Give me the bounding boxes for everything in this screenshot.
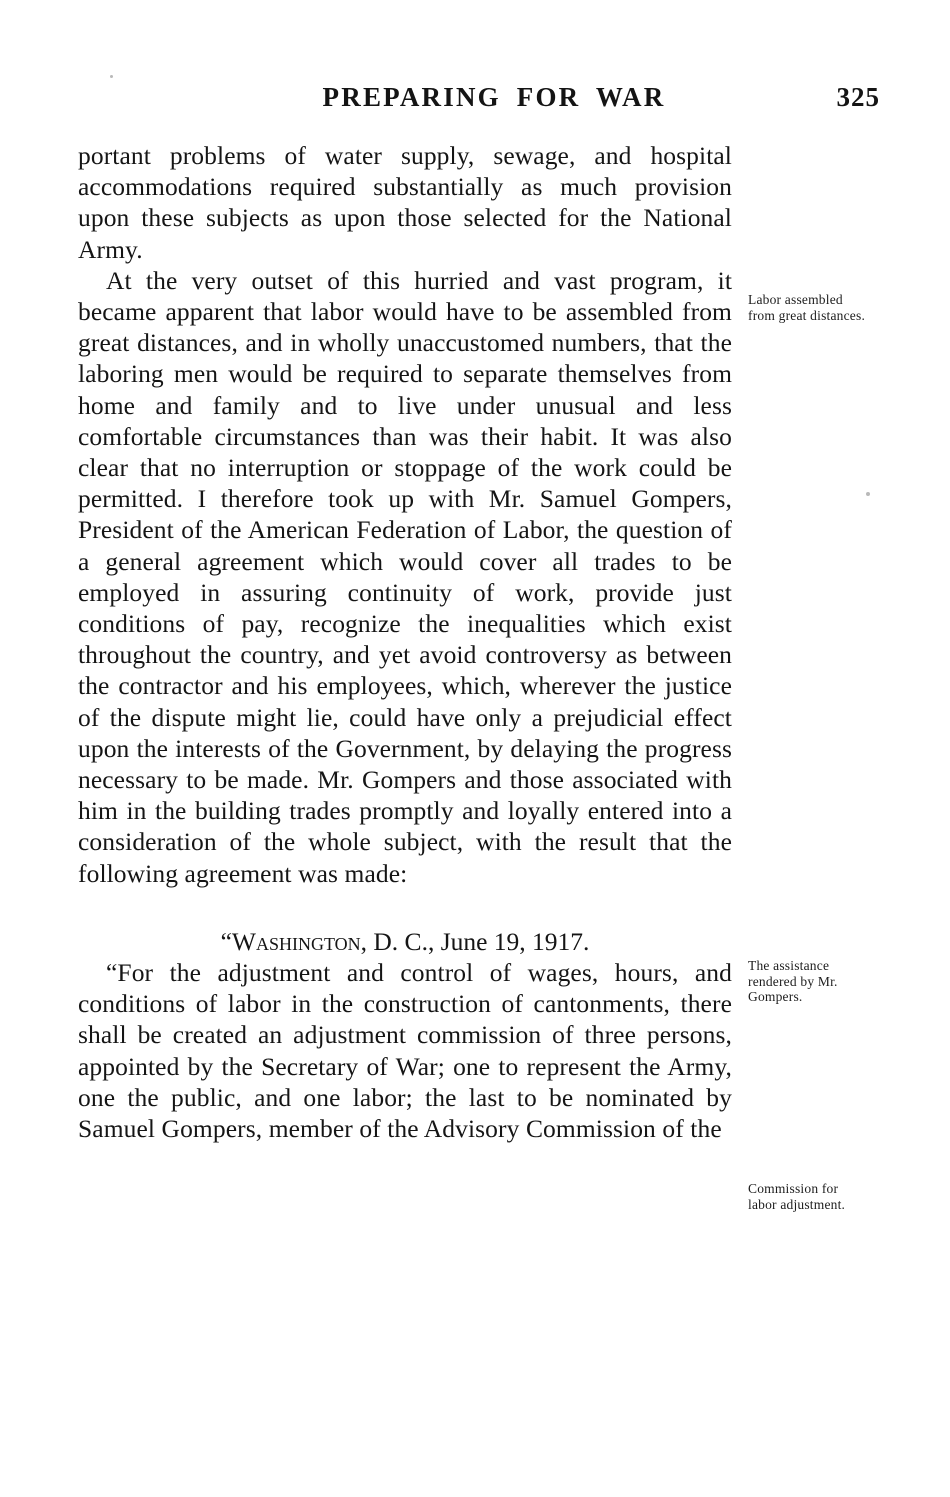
dateline-city: Washington <box>231 926 361 956</box>
text-column <box>78 140 732 1144</box>
sidenote-labor-commission: Commission for labor adjustment. <box>748 1181 846 1212</box>
page-title: PREPARING FOR WAR <box>322 82 666 112</box>
quote-open-mark: “ <box>220 926 232 956</box>
sidenote-labor-assembled: Labor assembled from great distances. <box>748 292 866 323</box>
sidenote-gompers-assistance: The assistance rendered by Mr. Gompers. <box>748 958 838 1005</box>
quotation-dateline <box>78 926 732 957</box>
paragraph-agreement-text: “For the adjustment and control of wages, hours, and conditions of labor in the construction of cantonments, there shall be created an adjustment commission of three persons, appointed by the Secretary of War; one to represent the Army, one the public, and one labor; the last to be nominated by Samuel Gompers, member of the Advisory Commission of the <box>78 958 732 1144</box>
scan-speck <box>110 75 113 78</box>
scan-speck <box>866 492 870 496</box>
running-head <box>78 82 880 120</box>
page-number: 325 <box>836 82 880 112</box>
paragraph-labor-program: At the very outset of this hurried and vast program, it became apparent that labor would have to be assembled from great distances, and in wholly unaccustomed numbers, that the laboring men would be required to separate themselves from home and family and to live under unusual and less comfortable circumstances than was their habit. It was also clear that no interruption or stoppage of the work could be permitted. I therefore took up with Mr. Samuel Gompers, President of the American Federation of Labor, the question of a general agreement which would cover all trades to be employed in assuring continuity of work, provide just conditions of pay, recognize the inequalities which exist throughout the country, and yet avoid controversy as between the contractor and his employees, which, wherever the justice of the dispute might lie, could have only a prejudicial effect upon the interests of the Government, by delaying the progress necessary to be made. Mr. Gompers and those associated with him in the building trades promptly and loyally entered into a consideration of the whole subject, with the result that the following agreement was made: <box>78 265 732 888</box>
dateline-rest: , D. C., June 19, 1917. <box>360 926 590 956</box>
paragraph-continued: portant problems of water supply, sewage, and hospital accommodations required substantially as much provision upon these subjects as upon those selected for the National Army. <box>78 141 732 264</box>
